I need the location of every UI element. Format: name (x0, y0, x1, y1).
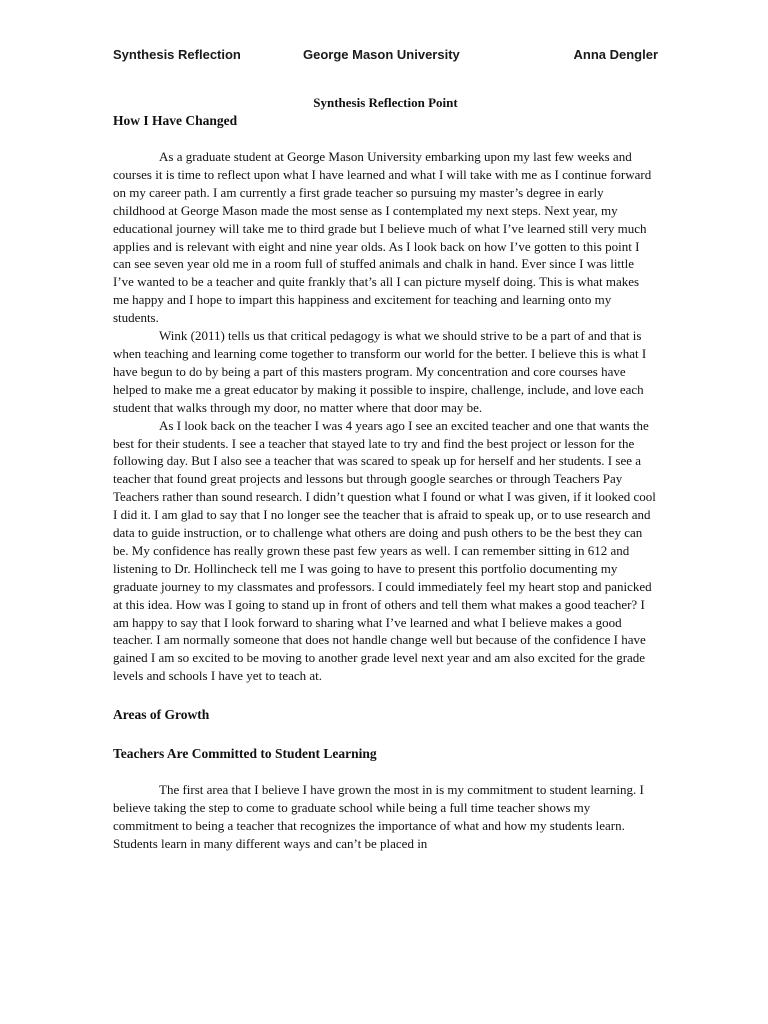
paragraph-critical-pedagogy: Wink (2011) tells us that critical pedagogy is what we should strive to be a part of and that is when teaching and learning come together to transform our world for the better. I believe this is what I have begun to do by being a part of this masters program. My concentration and core courses have helped to make me a great educator by making it possible to inspire, challenge, include, and love each student that walks through my door, no matter where that door may be. (113, 328, 647, 415)
section-heading-areas-of-growth: Areas of Growth (113, 707, 210, 723)
paragraph-looking-back: As I look back on the teacher I was 4 years ago I see an excited teacher and one that wants the best for their students. I see a teacher that stayed late to try and find the best project or lesson for the following day. But I also see a teacher that was scared to speak up for herself and her students. I see a teacher that found great projects and lessons but through google searches or through Teachers Pay Teachers rather than sound research. I didn’t question what I found or what I was given, if it looked cool I did it. I am glad to say that I no longer see the teacher that is afraid to speak up, or to use research and data to guide instruction, or to challenge what others are doing and push others to be the best they can be. My confidence has really grown these past few years as well. I can remember sitting in 612 and listening to Dr. Hollincheck tell me I was going to have to present this portfolio documenting my graduate journey to my classmates and professors. I could immediately feel my heart stop and panicked at this idea. How was I going to stand up in front of others and tell them what makes a good teacher? I am happy to say that I look forward to sharing what I’ve learned and what I believe makes a good teacher. I am normally someone that does not handle change well but because of the confidence I have gained I am so excited to be moving to another grade level next year and am also excited for the grade levels and schools I have yet to teach at. (113, 417, 656, 684)
page-header (113, 47, 658, 67)
subsection-heading-committed-to-learning: Teachers Are Committed to Student Learning (113, 746, 377, 762)
page-title: Synthesis Reflection Point (313, 95, 458, 110)
spacer (113, 763, 658, 781)
spacer (113, 685, 658, 706)
paragraph-commitment: The first area that I believe I have grown the most in is my commitment to student learning. I believe taking the step to come to graduate school while being a full time teacher shows my commitment to being a teacher that recognizes the importance of what and how my students learn. Students learn in many different ways and can’t be placed in (113, 782, 644, 851)
document-body (113, 112, 658, 853)
paragraph-introduction: As a graduate student at George Mason University embarking upon my last few weeks and courses it is time to reflect upon what I have learned and what I will take with me as I continue forward on my career path. I am currently a first grade teacher so pursuing my master’s degree in early childhood at George Mason made the most sense as I contemplated my next steps. Next year, my educational journey will take me to third grade but I believe much of what I’ve learned still very much applies and is relevant with eight and nine year olds. As I look back on how I’ve gotten to this point I can see seven year old me in a room full of stuffed animals and chalk in hand. Ever since I was little I’ve wanted to be a teacher and quite frankly that’s all I can picture myself doing. This is what makes me happy and I hope to impart this happiness and excitement for teaching and learning onto my students. (113, 149, 652, 326)
header-author: Anna Dengler (573, 47, 658, 62)
spacer (113, 724, 658, 745)
spacer (113, 130, 658, 148)
header-document-title: Synthesis Reflection (113, 47, 241, 62)
header-university: George Mason University (303, 47, 460, 62)
section-heading-how-i-have-changed: How I Have Changed (113, 113, 238, 128)
